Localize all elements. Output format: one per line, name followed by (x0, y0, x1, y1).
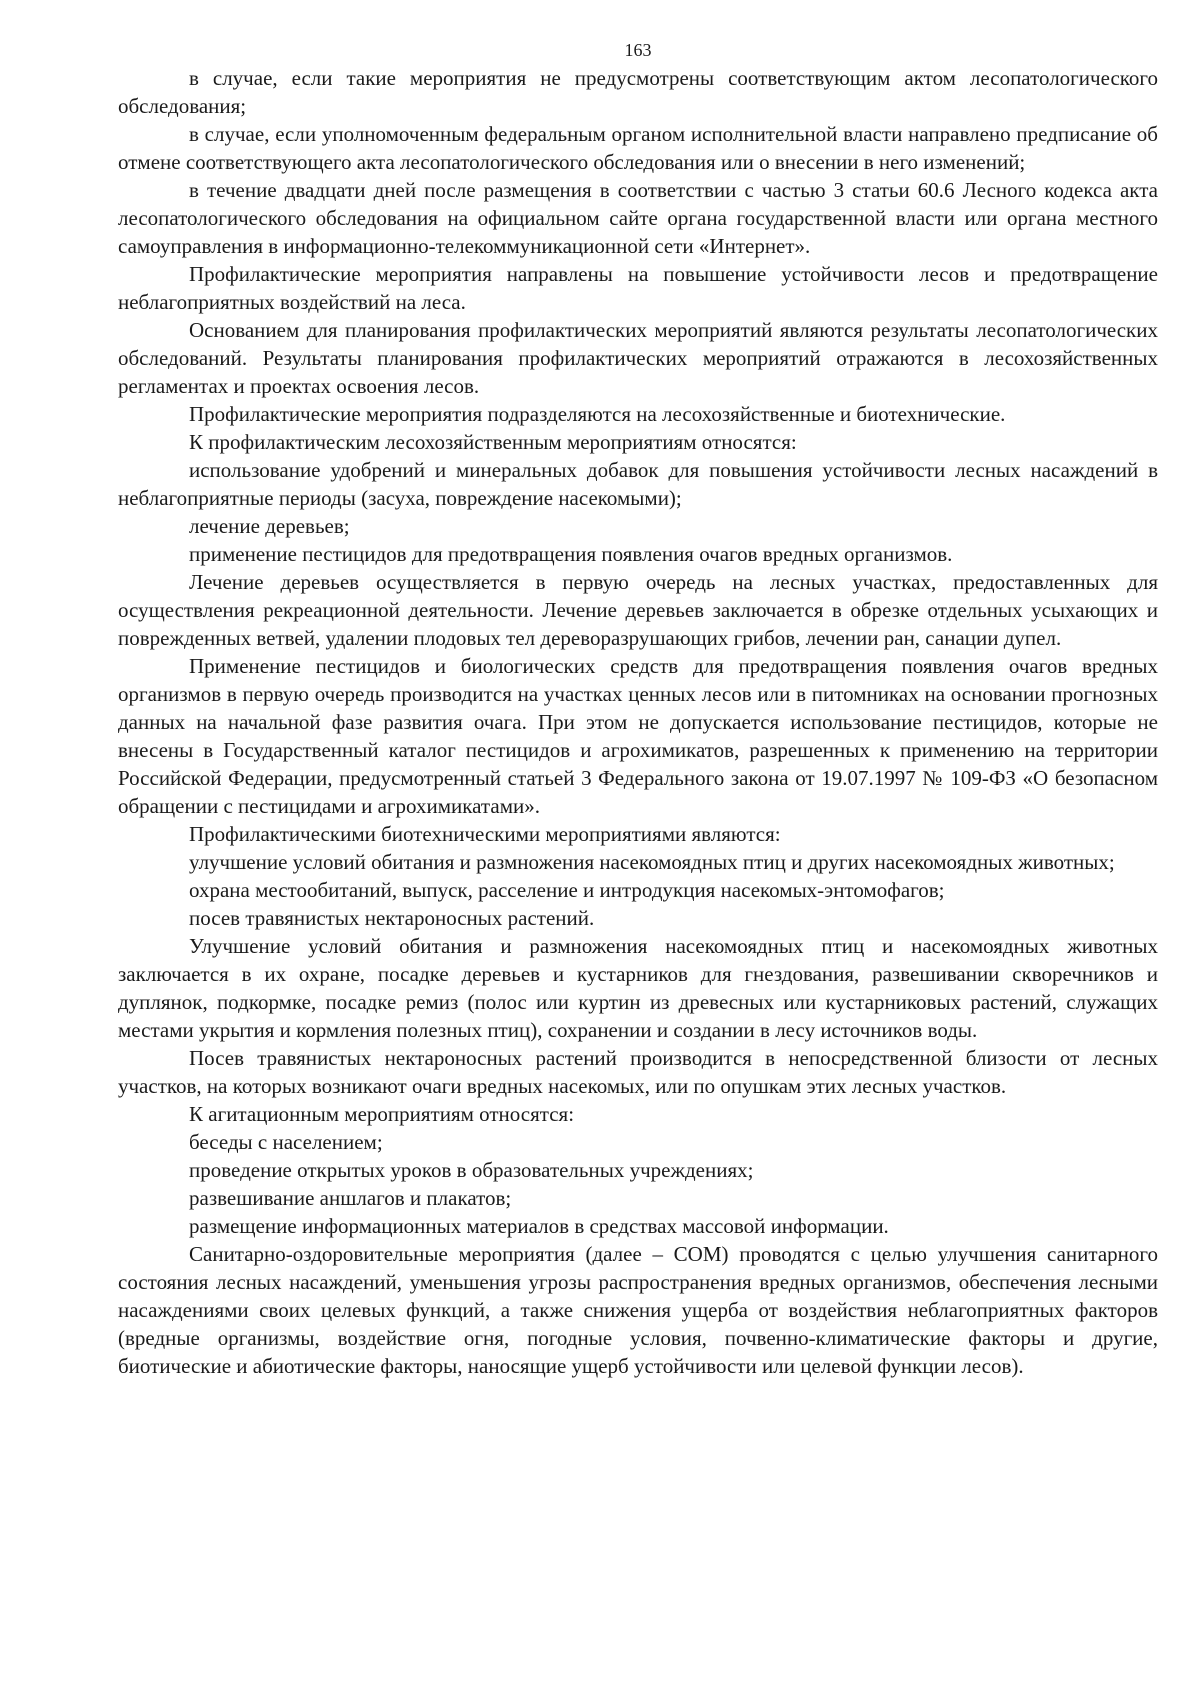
paragraph: в случае, если такие мероприятия не предусмотрены соответствующим актом лесопатологического обследования; (118, 66, 1158, 118)
paragraph: К профилактическим лесохозяйственным мероприятиям относятся: (189, 430, 797, 454)
page-number: 163 (624, 40, 652, 60)
paragraph: размещение информационных материалов в средствах массовой информации. (189, 1214, 889, 1238)
paragraph: беседы с населением; (189, 1130, 383, 1154)
paragraph: в течение двадцати дней после размещения в соответствии с частью 3 статьи 60.6 Лесного кодекса акта лесопатологического обследования на официальном сайте органа государственной власти или органа местного самоуправления в информационно-телекоммуникационной сети «Интернет». (118, 178, 1158, 258)
paragraph: посев травянистых нектароносных растений. (189, 906, 595, 930)
paragraph: Санитарно-оздоровительные мероприятия (далее – СОМ) проводятся с целью улучшения санитарного состояния лесных насаждений, уменьшения угрозы распространения вредных организмов, обеспечения лесными насаждениями своих целевых функций, а также снижения ущерба от воздействия неблагоприятных факторов (вредные организмы, воздействие огня, погодные условия, почвенно-климатические факторы и другие, биотические и абиотические факторы, наносящие ущерб устойчивости или целевой функции лесов). (118, 1242, 1158, 1378)
paragraph: развешивание аншлагов и плакатов; (189, 1186, 512, 1210)
paragraph: применение пестицидов для предотвращения появления очагов вредных организмов. (189, 542, 953, 566)
paragraph: в случае, если уполномоченным федеральным органом исполнительной власти направлено предписание об отмене соответствующего акта лесопатологического обследования или о внесении в него изменений; (118, 122, 1158, 174)
document-body (118, 64, 1158, 1380)
paragraph: улучшение условий обитания и размножения насекомоядных птиц и других насекомоядных животных; (189, 850, 1115, 874)
paragraph: К агитационным мероприятиям относятся: (189, 1102, 575, 1126)
paragraph: Посев травянистых нектароносных растений производится в непосредственной близости от лесных участков, на которых возникают очаги вредных насекомых, или по опушкам этих лесных участков. (118, 1046, 1158, 1098)
paragraph: лечение деревьев; (189, 514, 350, 538)
document-page (118, 38, 1158, 1380)
paragraph: Лечение деревьев осуществляется в первую очередь на лесных участках, предоставленных для осуществления рекреационной деятельности. Лечение деревьев заключается в обрезке отдельных усыхающих и поврежденных ветвей, удалении плодовых тел дереворазрушающих грибов, лечении ран, санации дупел. (118, 570, 1158, 650)
paragraph: проведение открытых уроков в образовательных учреждениях; (189, 1158, 754, 1182)
paragraph: охрана местообитаний, выпуск, расселение и интродукция насекомых-энтомофагов; (189, 878, 945, 902)
paragraph: использование удобрений и минеральных добавок для повышения устойчивости лесных насаждений в неблагоприятные периоды (засуха, повреждение насекомыми); (118, 458, 1158, 510)
paragraph: Профилактические мероприятия направлены на повышение устойчивости лесов и предотвращение неблагоприятных воздействий на леса. (118, 262, 1158, 314)
paragraph: Улучшение условий обитания и размножения насекомоядных птиц и насекомоядных животных заключается в их охране, посадке деревьев и кустарников для гнездования, развешивании скворечников и дуплянок, подкормке, посадке ремиз (полос или куртин из древесных или кустарниковых растений, служащих местами укрытия и кормления полезных птиц), сохранении и создании в лесу источников воды. (118, 934, 1158, 1042)
paragraph: Профилактические мероприятия подразделяются на лесохозяйственные и биотехнические. (189, 402, 1006, 426)
paragraph: Применение пестицидов и биологических средств для предотвращения появления очагов вредных организмов в первую очередь производится на участках ценных лесов или в питомниках на основании прогнозных данных на начальной фазе развития очага. При этом не допускается использование пестицидов, которые не внесены в Государственный каталог пестицидов и агрохимикатов, разрешенных к применению на территории Российской Федерации, предусмотренный статьей 3 Федерального закона от 19.07.1997 № 109-ФЗ «О безопасном обращении с пестицидами и агрохимикатами». (118, 654, 1158, 818)
paragraph: Основанием для планирования профилактических мероприятий являются результаты лесопатологических обследований. Результаты планирования профилактических мероприятий отражаются в лесохозяйственных регламентах и проектах освоения лесов. (118, 318, 1158, 398)
paragraph: Профилактическими биотехническими мероприятиями являются: (189, 822, 781, 846)
